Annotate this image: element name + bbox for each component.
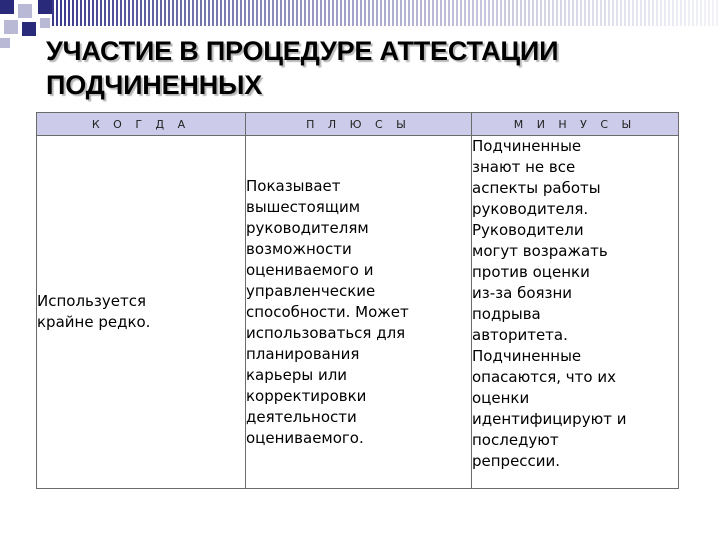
column-header-pros: П Л Ю С Ы bbox=[246, 113, 472, 136]
column-header-cons: М И Н У С Ы bbox=[472, 113, 679, 136]
corner-square-1 bbox=[0, 0, 14, 14]
comparison-table bbox=[36, 112, 679, 489]
cell-pros-text: Показывает вышестоящим руководителям возможности оцениваемого и управленческие способности. Может использоваться для планирования карьеры или корректировки деятельности оцениваемого. bbox=[246, 176, 409, 447]
corner-square-4 bbox=[4, 20, 18, 34]
cell-cons-text: Подчиненные знают не все аспекты работы руководителя. Руководители могут возражать против оценки из-за боязни подрыва авторитета. Подчиненные опасаются, что их оценки идентифицируют и последуют репрессии. bbox=[472, 137, 627, 470]
corner-square-3 bbox=[38, 0, 52, 14]
cell-when bbox=[37, 136, 246, 489]
table-header-row bbox=[37, 113, 679, 136]
corner-square-5 bbox=[22, 22, 36, 36]
column-header-when: К О Г Д А bbox=[37, 113, 246, 136]
table-row bbox=[37, 136, 679, 489]
page-title: УЧАСТИЕ В ПРОЦЕДУРЕ АТТЕСТАЦИИ ПОДЧИНЕННЫХ bbox=[46, 36, 559, 100]
cell-cons bbox=[472, 136, 679, 489]
decorative-stripe-fade bbox=[52, 0, 720, 26]
corner-square-2 bbox=[18, 4, 32, 18]
corner-square-7 bbox=[0, 38, 10, 48]
cell-pros bbox=[246, 136, 472, 489]
cell-when-text: Используется крайне редко. bbox=[37, 292, 151, 331]
corner-square-6 bbox=[40, 18, 50, 28]
